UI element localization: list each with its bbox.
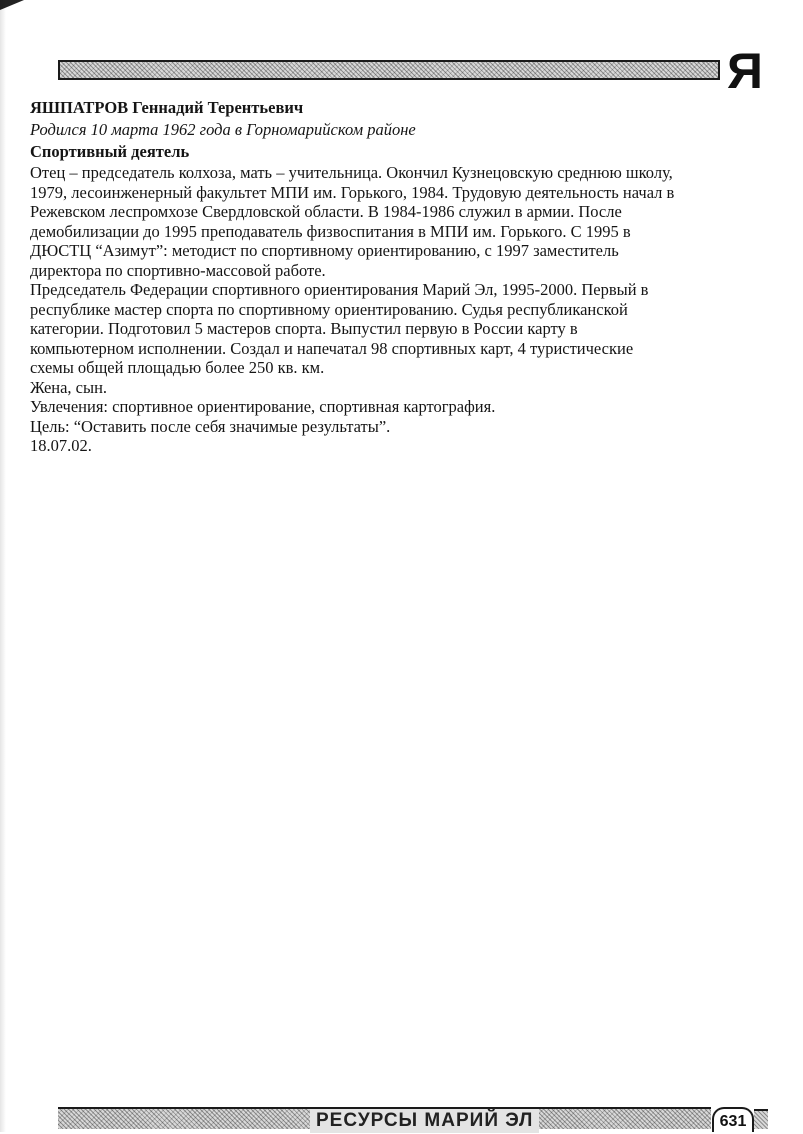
- page-number: 631: [712, 1107, 754, 1132]
- person-name: ЯШПАТРОВ Геннадий Терентьевич: [30, 98, 304, 117]
- occupation: Спортивный деятель: [30, 142, 190, 161]
- text-line: Режевском леспромхозе Свердловской области. В 1984-1986 служил в армии. После: [30, 202, 622, 221]
- text-line: 18.07.02.: [30, 436, 92, 455]
- text-line: демобилизации до 1995 преподаватель физвоспитания в МПИ им. Горького. С 1995 в: [30, 221, 631, 241]
- text-line: республике мастер спорта по спортивному ориентированию. Судья республиканской: [30, 299, 628, 319]
- header-band: [58, 60, 720, 80]
- text-line: Увлечения: спортивное ориентирование, спортивная картография.: [30, 397, 496, 416]
- text-line: Отец – председатель колхоза, мать – учительница. Окончил Кузнецовскую среднюю школу,: [30, 163, 673, 182]
- biography-entry: [30, 97, 775, 456]
- text-line: ДЮСТЦ “Азимут”: методист по спортивному ориентированию, с 1997 заместитель: [30, 241, 619, 260]
- footer-title: РЕСУРСЫ МАРИЙ ЭЛ: [310, 1109, 539, 1133]
- text-line: Жена, сын.: [30, 377, 108, 397]
- text-line: категории. Подготовил 5 мастеров спорта. Выпустил первую в России карту в: [30, 319, 578, 338]
- text-line: Цель: “Оставить после себя значимые результаты”.: [30, 416, 391, 436]
- scan-edge-shadow: [0, 0, 6, 1132]
- biography-text: [30, 163, 775, 456]
- text-line: директора по спортивно-массовой работе.: [30, 260, 326, 280]
- text-line: 1979, лесоинженерный факультет МПИ им. Горького, 1984. Трудовую деятельность начал в: [30, 182, 675, 202]
- text-line: схемы общей площадью более 250 кв. км.: [30, 358, 325, 377]
- text-line: компьютерном исполнении. Создал и напечатал 98 спортивных карт, 4 туристические: [30, 338, 634, 358]
- section-letter: Я: [727, 43, 763, 99]
- footer-band-tail: [754, 1109, 768, 1129]
- text-line: Председатель Федерации спортивного ориентирования Марий Эл, 1995-2000. Первый в: [30, 280, 649, 299]
- birth-info: Родился 10 марта 1962 года в Горномарийском районе: [30, 120, 416, 139]
